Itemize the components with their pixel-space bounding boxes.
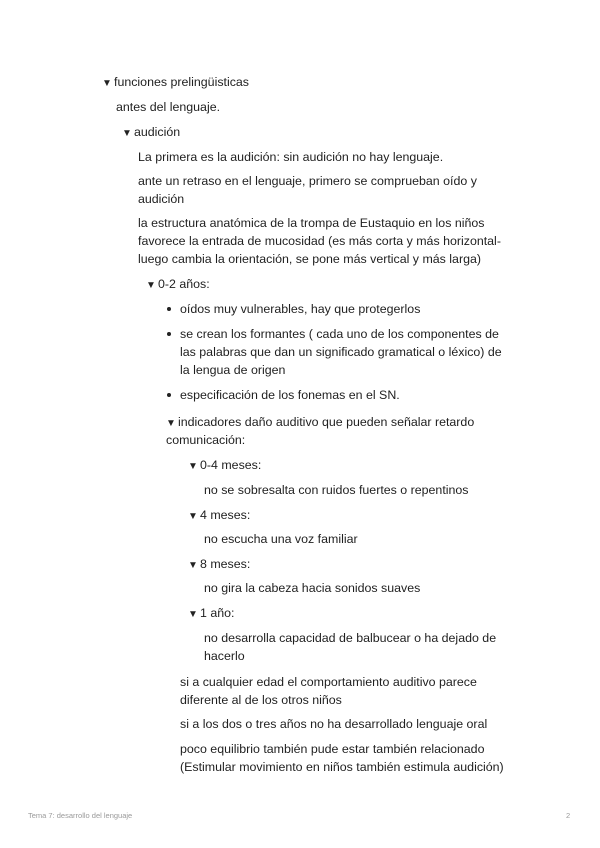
footer-title: Tema 7: desarrollo del lenguaje — [28, 811, 133, 820]
toggle-triangle-icon[interactable]: ▼ — [122, 128, 132, 139]
toggle-label: 1 año: — [200, 606, 235, 620]
paragraph: ante un retraso en el lenguaje, primero se comprueban oído y — [138, 174, 477, 188]
toggle-triangle-icon[interactable]: ▼ — [146, 280, 156, 291]
toggle-label: 0-2 años: — [158, 277, 210, 291]
toggle-label-continuation: comunicación: — [166, 433, 246, 447]
paragraph: hacerlo — [204, 649, 245, 663]
list-item-continuation: las palabras que dan un significado gramatical o léxico) de — [180, 345, 502, 359]
paragraph: si a los dos o tres años no ha desarrollado lenguaje oral — [180, 717, 488, 731]
paragraph: no se sobresalta con ruidos fuertes o repentinos — [204, 483, 469, 497]
toggle-funciones-prelinguisticas[interactable] — [102, 73, 249, 93]
list-item — [166, 386, 400, 404]
paragraph: luego cambia la orientación, se pone más vertical y más larga) — [138, 252, 481, 266]
list-item-text: especificación de los fonemas en el SN. — [180, 388, 400, 402]
toggle-triangle-icon[interactable]: ▼ — [188, 609, 198, 620]
list-item-text: se crean los formantes ( cada uno de los componentes de — [180, 327, 499, 341]
paragraph: no desarrolla capacidad de balbucear o ha dejado de — [204, 631, 497, 645]
paragraph: antes del lenguaje. — [116, 100, 221, 114]
list-item-continuation: la lengua de origen — [180, 363, 286, 377]
toggle-label: 8 meses: — [200, 557, 251, 571]
toggle-audicion[interactable] — [122, 123, 180, 143]
toggle-label: indicadores daño auditivo que pueden señalar retardo — [178, 415, 475, 429]
toggle-0-2-anos[interactable] — [146, 275, 210, 295]
paragraph: favorece la entrada de mucosidad (es más corta y más horizontal- — [138, 234, 501, 248]
toggle-triangle-icon[interactable]: ▼ — [188, 461, 198, 472]
toggle-0-4-meses[interactable] — [188, 456, 261, 476]
footer-page-number: 2 — [566, 811, 571, 820]
paragraph: si a cualquier edad el comportamiento auditivo parece — [180, 675, 477, 689]
paragraph: no gira la cabeza hacia sonidos suaves — [204, 581, 421, 595]
paragraph: (Estimular movimiento en niños también estimula audición) — [180, 760, 504, 774]
toggle-label: funciones prelingüisticas — [114, 75, 249, 89]
toggle-triangle-icon[interactable]: ▼ — [166, 418, 176, 429]
toggle-label: audición — [134, 125, 181, 139]
toggle-indicadores[interactable] — [166, 413, 474, 433]
paragraph: diferente al de los otros niños — [180, 693, 342, 707]
toggle-8-meses[interactable] — [188, 555, 250, 575]
paragraph: audición — [138, 192, 185, 206]
toggle-label: 0-4 meses: — [200, 458, 262, 472]
paragraph: la estructura anatómica de la trompa de Eustaquio en los niños — [138, 216, 485, 230]
paragraph: no escucha una voz familiar — [204, 532, 358, 546]
paragraph: poco equilibrio también pude estar también relacionado — [180, 742, 485, 756]
list-item — [166, 325, 499, 343]
list-item-text: oídos muy vulnerables, hay que protegerlos — [180, 302, 421, 316]
toggle-1-ano[interactable] — [188, 604, 234, 624]
list-item — [166, 300, 420, 318]
toggle-triangle-icon[interactable]: ▼ — [188, 560, 198, 571]
toggle-4-meses[interactable] — [188, 506, 250, 526]
toggle-triangle-icon[interactable]: ▼ — [188, 511, 198, 522]
toggle-triangle-icon[interactable]: ▼ — [102, 78, 112, 89]
toggle-label: 4 meses: — [200, 508, 251, 522]
paragraph: La primera es la audición: sin audición no hay lenguaje. — [138, 150, 444, 164]
